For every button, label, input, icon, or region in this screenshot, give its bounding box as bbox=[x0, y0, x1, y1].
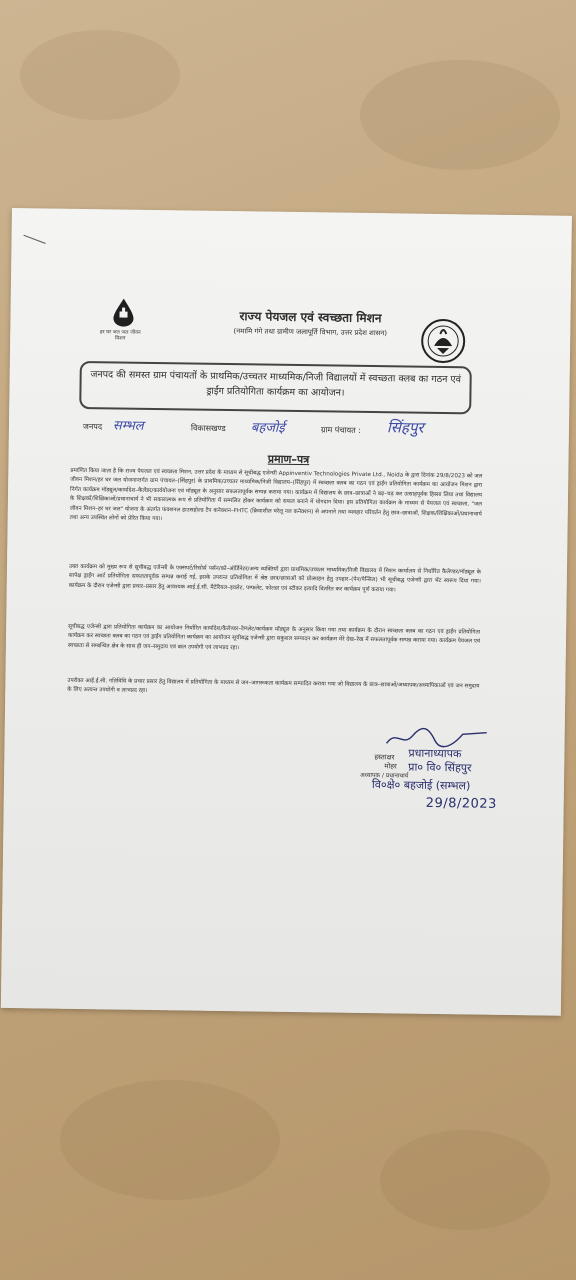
certificate-paragraph-4: उपरोक्त आई.ई.सी. गतिविधि के प्रचार प्रसार हेतु विद्यालय में प्रतियोगिता के माध्यम से जन–जागरूकता कार्यक्रम सम्पादित कराया गया जो विद्यालय के छात्र–छात्राओं/अध्यापक/अध्यापिकाओं एवं जन समुदाय के लिए अत्यन्त उपयोगी व लाभप्रद रहा। bbox=[67, 677, 480, 695]
panchayat-label: ग्राम पंचायत : bbox=[320, 425, 362, 435]
school-handwritten: प्रा० वि० सिंहपुर bbox=[408, 760, 472, 775]
certificate-paragraph-2: उक्त कार्यक्रम को मुख्य रूप से सूचीबद्ध एजेन्सी के एक्सपर्ट/रिसोर्स पर्सन/को–ऑर्डिनेटर/अन्य व्यक्तियों द्वारा प्राथमिक/उच्चतर माध्यमिक/निजी विद्यालय में मिशन कार्यालय से निर्धारित कैलेण्डर/मॉड्यूल के सापेक्ष ड्राईंग आर्ट प्रतियोगिता सफलतापूर्वक सम्पन्न कराई गई, इसके उपरान्त प्रतियोगिता में श्रेष्ठ छात्र/छात्राओं को प्रोत्साहन हेतु उपहार–(पेन/पेन्सिल) भी सूचीबद्ध एजेन्सी द्वारा भेंट स्वरूप दिया गया। कार्यक्रम के दौरान एजेन्सी द्वारा प्रचार–प्रसार हेतु आवश्यक आई.ई.सी. मैटेरियल–इवलेट, पम्फलेट, फोल्डर एवं स्टीकर इत्यादि वितरित कर कार्यक्रम पूर्ण कराया गया। bbox=[68, 563, 481, 594]
certificate-paragraph-3: सूचीबद्ध एजेन्सी द्वारा प्रतियोगिता कार्यक्रम का आयोजन निर्धारित कार्यादेश/कैलेण्डर–टैम्प्लेट/कार्यक्रम मॉड्यूल के अनुसार किया गया तथा कार्यक्रम के दौरान स्वच्छता क्लब का गठन एवं ड्राईंग प्रतियोगिता कार्यक्रम कर स्वच्छता क्लब का गठन एवं ड्राईंग प्रतियोगिता कार्यक्रम का आयोजन सूचीबद्ध एजेन्सी द्वारा सकुशल सम्पादन कर कार्यक्रम मेरे देख–रेख में सफलतापूर्वक सम्पन्न कराया गया। कार्यक्रम पेयजल एवं स्वच्छता से सम्बन्धित क्षेत्र के साथ ही जन–समुदाय एवं बाल उपयोगी एवं लाभप्रद रहा। bbox=[67, 623, 481, 652]
document-sheet bbox=[1, 208, 572, 1016]
state-emblem-icon bbox=[420, 318, 467, 365]
district-value: सम्भल bbox=[112, 418, 144, 434]
subject-banner: जनपद की समस्त ग्राम पंचायतों के प्राथमिक/उच्चतर माध्यमिक/निजी विद्यालयों में स्वच्छता क्लब का गठन एवं ड्राईंग प्रतियोगिता कार्यक्रम का आयोजन। bbox=[79, 361, 472, 414]
certificate-title: प्रमाण–पत्र bbox=[267, 452, 310, 467]
pen-mark-icon bbox=[21, 233, 49, 245]
district-label: जनपद bbox=[82, 422, 103, 432]
role-label: अध्यापक / प्रधानाचार्य bbox=[360, 771, 409, 780]
date-handwritten: 29/8/2023 bbox=[425, 795, 497, 812]
panchayat-value: सिंहपुर bbox=[386, 418, 424, 437]
seal-label: मोहर bbox=[384, 762, 397, 771]
sign-label: हस्ताक्षर bbox=[374, 753, 395, 762]
logo-caption: हर घर जल जल जीवन मिशन bbox=[99, 329, 141, 342]
block-label: विकासखण्ड bbox=[190, 423, 226, 434]
department-subtitle: (नमामि गंगे तथा ग्रामीण जलापूर्ति विभाग, उत्तर प्रदेश शासन) bbox=[233, 327, 388, 338]
designation-handwritten: प्रधानाध्यापक bbox=[408, 746, 462, 761]
block-handwritten: वि०क्षे० बहजोई (सम्भल) bbox=[371, 778, 471, 793]
block-value: बहजोई bbox=[250, 420, 285, 436]
certificate-paragraph-1: प्रमाणित किया जाता है कि राज्य पेयजल एवं स्वच्छता मिशन, उत्तर प्रदेश के माध्यम से सूचीबद्ध एजेन्सी Appinventiv Technologies Private Ltd., Noida के द्वारा दिनांक 29/8/2023 को जल जीवन मिशन/हर घर जल योजनान्तर्गत ग्राम पंचायत–(सिंहपुर) के प्राथमिक/उच्चतर माध्यमिक/निजी विद्यालय–(सिंहपुर) में स्वच्छता क्लब का गठन एवं ड्राईंग प्रतियोगिता कार्यक्रम का आयोजन मिशन द्वारा निर्गत कार्यक्रम मॉड्यूल/कार्यादेश–कैलेंडर/कार्ययोजना एवं मॉड्यूल के अनुसार सफलतापूर्वक सम्पन्न कराया गया। कार्यक्रम में विद्यालय के छात्र–छात्राओं ने बढ़–चढ़ कर उत्साहपूर्वक हिस्सा लिया तथा विद्यालय के शिक्षकों/शिक्षिकाओं/प्रधानाचार्य ने भी सकारात्मक रूप से प्रतियोगिता में सम्मलित होकर कार्यक्रम को सफल बनाने में योगदान दिया। इस प्रतियोगिता कार्यक्रम के माध्यम से पेयजल एवं स्वच्छता, "जल जीवन मिशन–हर घर जल" योजना के अंतर्गत फंक्शनल हाउसहोल्ड टैप कनेक्शन–FHTC (क्रियाशील घरेलू नल कनेक्शन) से अपनाने तथा व्यवहार परिवर्तन हेतु छात्र–छात्राओं, शिक्षक/शिक्षिकाओं/प्रधानाचार्य तथा अन्य उपस्थित लोगों को प्रेरित किया गया। bbox=[69, 467, 483, 523]
mission-title: राज्य पेयजल एवं स्वच्छता मिशन bbox=[239, 309, 382, 326]
water-drop-icon bbox=[110, 297, 136, 327]
